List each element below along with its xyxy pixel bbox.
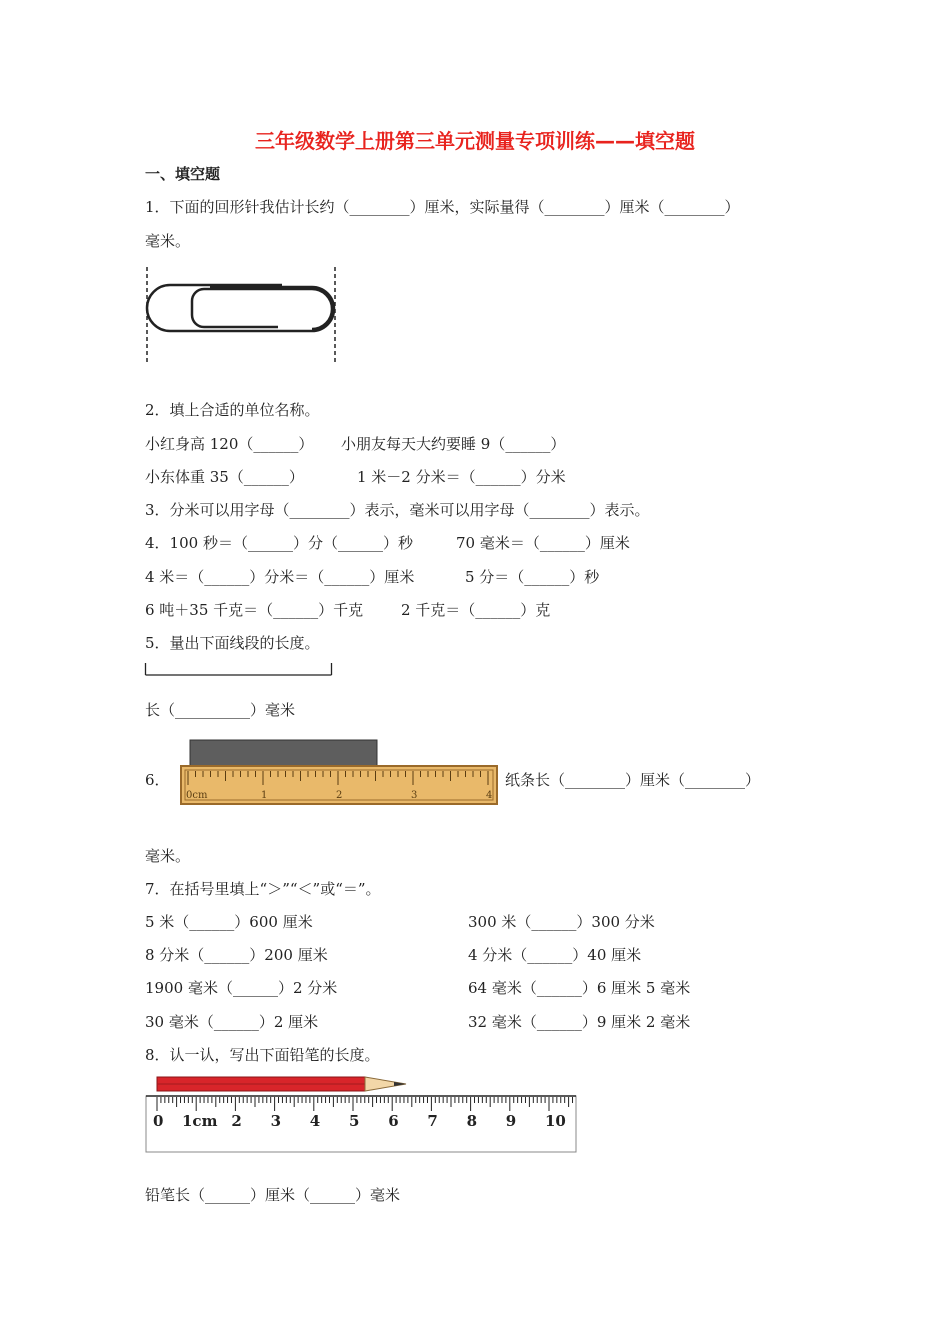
ruler-label: 1: [261, 790, 268, 801]
question-2-item-c: 小东体重 35（______）: [145, 468, 304, 486]
question-6-number: 6．: [145, 771, 170, 789]
ruler-label: 0cm: [186, 790, 208, 801]
question-2-item-d: 1 米－2 分米＝（______）分米: [357, 468, 566, 486]
page-title: 三年级数学上册第三单元测量专项训练——填空题: [255, 129, 695, 153]
ruler-label: 4: [486, 790, 493, 801]
question-7-item: 1900 毫米（______）2 分米: [145, 979, 338, 997]
question-6-text: 纸条长（________）厘米（________）: [505, 771, 761, 789]
paper-strip: [190, 740, 377, 766]
section-heading: 一、填空题: [145, 165, 221, 183]
ruler-label: 4: [309, 1112, 321, 1130]
ruler-label: 2: [231, 1112, 242, 1130]
question-1-line-1: 1．下面的回形针我估计长约（________）厘米，实际量得（________）厘米（________）: [145, 198, 740, 216]
paper-clip-figure: [140, 265, 345, 367]
ruler-label: 8: [466, 1112, 478, 1130]
question-7-item: 32 毫米（______）9 厘米 2 毫米: [468, 1013, 691, 1031]
ruler-label: 0: [153, 1112, 164, 1130]
question-7-item: 4 分米（______）40 厘米: [468, 946, 642, 964]
question-5-answer: 长（__________）毫米: [145, 701, 296, 719]
pencil-ruler-figure: [144, 1072, 580, 1154]
line-segment-figure: [144, 661, 336, 677]
question-2-heading: 2．填上合适的单位名称。: [145, 401, 320, 419]
ruler-label: 3: [270, 1112, 282, 1130]
ruler-label: 2: [336, 790, 343, 801]
ruler-label: 9: [505, 1112, 517, 1130]
question-4-item-a: 4．100 秒＝（______）分（______）秒: [145, 534, 413, 552]
question-7-heading: 7．在括号里填上“＞”“＜”或“＝”。: [145, 880, 381, 898]
question-8-heading: 8．认一认，写出下面铅笔的长度。: [145, 1046, 380, 1064]
question-7-item: 30 毫米（______）2 厘米: [145, 1013, 319, 1031]
question-3: 3．分米可以用字母（________）表示，毫米可以用字母（________）表示。: [145, 501, 650, 519]
question-4-item-d: 5 分＝（______）秒: [465, 568, 600, 586]
paper-strip-ruler-figure: [180, 738, 500, 808]
question-6-tail: 毫米。: [145, 847, 191, 865]
question-7-item: 300 米（______）300 分米: [468, 913, 655, 931]
question-4-item-c: 4 米＝（______）分米＝（______）厘米: [145, 568, 415, 586]
question-4-item-b: 70 毫米＝（______）厘米: [456, 534, 630, 552]
ruler-label: 5: [349, 1112, 360, 1130]
question-5-heading: 5．量出下面线段的长度。: [145, 634, 320, 652]
question-7-item: 64 毫米（______）6 厘米 5 毫米: [468, 979, 691, 997]
question-7-item: 8 分米（______）200 厘米: [145, 946, 328, 964]
question-2-item-a: 小红身高 120（______）: [145, 435, 314, 453]
ruler-label: 7: [427, 1112, 438, 1130]
ruler-label: 10: [545, 1112, 566, 1130]
question-1-line-2: 毫米。: [145, 232, 191, 250]
question-4-item-e: 6 吨＋35 千克＝（______）千克: [145, 601, 364, 619]
question-2-item-b: 小朋友每天大约要睡 9（______）: [341, 435, 566, 453]
ruler-label: 1cm: [182, 1112, 218, 1130]
question-4-item-f: 2 千克＝（______）克: [401, 601, 551, 619]
question-7-item: 5 米（______）600 厘米: [145, 913, 313, 931]
question-8-answer: 铅笔长（______）厘米（______）毫米: [145, 1186, 401, 1204]
ruler-label: 3: [411, 790, 418, 801]
ruler-label: 6: [388, 1112, 399, 1130]
